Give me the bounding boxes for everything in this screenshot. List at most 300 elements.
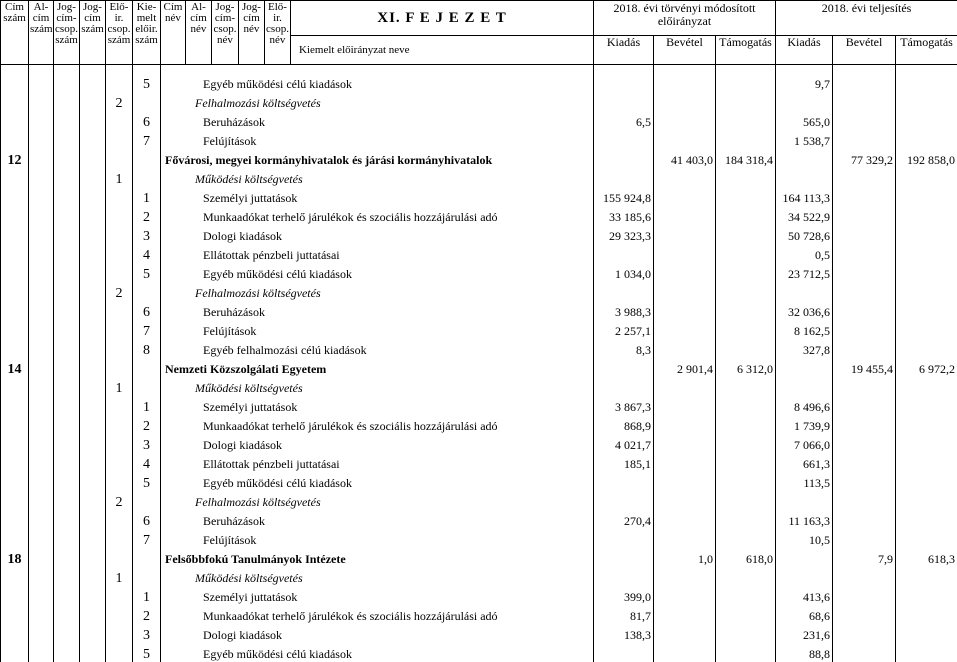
bevetel-1 [654,415,716,434]
table-row [1,510,957,529]
jogcimcsop-szam [54,491,80,510]
cim-szam [1,643,29,662]
cim-szam [1,320,29,339]
bevetel-2 [833,643,896,662]
kiadas-1 [594,130,654,149]
item-name: Személyi juttatások [161,396,594,415]
tamogatas-2 [896,73,957,92]
eloircsop-szam [106,643,133,662]
bevetel-1 [654,472,716,491]
kiadas-1: 270,4 [594,510,654,529]
kiadas-1: 3 867,3 [594,396,654,415]
bevetel-1 [654,339,716,358]
tamogatas-1 [716,339,776,358]
kiemelt-szam: 1 [133,187,161,206]
cim-szam [1,396,29,415]
tamogatas-1 [716,320,776,339]
kiadas-2: 113,5 [776,472,833,491]
kiadas-1 [594,491,654,510]
item-name: Ellátottak pénzbeli juttatásai [161,244,594,263]
kiadas-2: 1 739,9 [776,415,833,434]
eloircsop-szam [106,263,133,282]
kiemelt-szam: 3 [133,225,161,244]
jogcim-szam [80,111,106,130]
kiemelt-szam [133,92,161,111]
tamogatas-2: 192 858,0 [896,149,957,168]
table-row [1,377,957,396]
tamogatas-1 [716,529,776,548]
kiadas-2 [776,377,833,396]
eloircsop-szam [106,244,133,263]
tamogatas-1 [716,244,776,263]
cim-szam [1,339,29,358]
header-jogcim-nev: Jog-cím név [239,1,265,65]
alcim-szam [29,339,54,358]
kiadas-2 [776,282,833,301]
kiadas-2 [776,491,833,510]
cim-szam [1,624,29,643]
header-kiadas-1: Kiadás [594,36,654,65]
item-name: Beruházások [161,111,594,130]
tamogatas-1: 6 312,0 [716,358,776,377]
bevetel-1 [654,92,716,111]
eloircsop-szam [106,548,133,567]
eloircsop-szam [106,225,133,244]
tamogatas-1 [716,73,776,92]
table-row [1,434,957,453]
bevetel-1 [654,491,716,510]
kiadas-1: 8,3 [594,339,654,358]
cim-szam [1,586,29,605]
jogcimcsop-szam [54,149,80,168]
tamogatas-2 [896,282,957,301]
jogcimcsop-szam [54,111,80,130]
header-tamogatas-1: Támogatás [716,36,776,65]
item-name: Felújítások [161,130,594,149]
jogcimcsop-szam [54,624,80,643]
tamogatas-2 [896,453,957,472]
bevetel-2 [833,453,896,472]
cim-szam: 18 [1,548,29,567]
alcim-szam [29,168,54,187]
table-row [1,586,957,605]
header-group-teljesites: 2018. évi teljesítés [776,1,957,36]
header-eloircsop-nev: Elő-ir. csop. név [265,1,291,65]
bevetel-2 [833,111,896,130]
kiadas-2: 8 162,5 [776,320,833,339]
item-name: Személyi juttatások [161,586,594,605]
item-name: Egyéb működési célú kiadások [161,643,594,662]
kiadas-2 [776,548,833,567]
table-row [1,472,957,491]
kiadas-1: 155 924,8 [594,187,654,206]
tamogatas-1 [716,396,776,415]
cim-szam: 14 [1,358,29,377]
item-name: Beruházások [161,301,594,320]
cim-szam [1,244,29,263]
kiadas-2: 23 712,5 [776,263,833,282]
kiadas-2: 661,3 [776,453,833,472]
jogcim-szam [80,263,106,282]
tamogatas-1 [716,263,776,282]
bevetel-1 [654,320,716,339]
eloircsop-szam [106,472,133,491]
alcim-szam [29,320,54,339]
tamogatas-1 [716,472,776,491]
eloircsop-szam: 2 [106,92,133,111]
tamogatas-2 [896,168,957,187]
kiemelt-szam: 3 [133,624,161,643]
bevetel-1 [654,529,716,548]
tamogatas-2 [896,130,957,149]
tamogatas-2 [896,434,957,453]
bevetel-2 [833,586,896,605]
table-row [1,92,957,111]
kiemelt-szam: 4 [133,453,161,472]
item-name: Ellátottak pénzbeli juttatásai [161,453,594,472]
tamogatas-2: 6 972,2 [896,358,957,377]
tamogatas-1: 618,0 [716,548,776,567]
tamogatas-2 [896,472,957,491]
eloircsop-szam [106,206,133,225]
eloircsop-szam: 2 [106,491,133,510]
header-eloircsop-szam: Elő-ir. csop. szám [106,1,133,65]
table-row [1,415,957,434]
tamogatas-1 [716,643,776,662]
jogcim-szam [80,567,106,586]
kiadas-2: 413,6 [776,586,833,605]
tamogatas-2 [896,111,957,130]
tamogatas-2 [896,320,957,339]
jogcim-szam [80,415,106,434]
jogcim-szam [80,187,106,206]
tamogatas-1 [716,453,776,472]
eloircsop-szam: 1 [106,377,133,396]
bevetel-2 [833,529,896,548]
jogcimcsop-szam [54,643,80,662]
eloircsop-szam [106,339,133,358]
bevetel-1 [654,510,716,529]
alcim-szam [29,282,54,301]
header-kiemelt-nev: Kiemelt előirányzat neve [291,36,594,65]
kiadas-2: 10,5 [776,529,833,548]
table-row [1,529,957,548]
tamogatas-1 [716,377,776,396]
bevetel-2 [833,377,896,396]
alcim-szam [29,586,54,605]
header-kiemelt-szam: Kie-melt előir. szám [133,1,161,65]
bevetel-2 [833,263,896,282]
table-row [1,244,957,263]
kiadas-1 [594,548,654,567]
bevetel-2 [833,396,896,415]
tamogatas-2 [896,187,957,206]
bevetel-1: 1,0 [654,548,716,567]
eloircsop-szam [106,301,133,320]
alcim-szam [29,206,54,225]
alcim-szam [29,111,54,130]
header-alcim-nev: Al-cím név [186,1,212,65]
eloircsop-szam [106,396,133,415]
table-row [1,643,957,662]
kiemelt-szam: 7 [133,320,161,339]
item-name: Beruházások [161,510,594,529]
kiemelt-szam: 5 [133,643,161,662]
jogcim-szam [80,206,106,225]
cim-szam [1,529,29,548]
chapter-title: XI. F E J E Z E T [291,1,594,36]
kiemelt-szam: 2 [133,206,161,225]
jogcimcsop-szam [54,225,80,244]
header-group-eloiranyzat: 2018. évi törvényi módosított előirányzat [594,1,776,36]
bevetel-1: 41 403,0 [654,149,716,168]
kiadas-1 [594,643,654,662]
header-tamogatas-2: Támogatás [896,36,957,65]
kiadas-1: 29 323,3 [594,225,654,244]
bevetel-2 [833,168,896,187]
tamogatas-2 [896,263,957,282]
table-row [1,282,957,301]
header-bevetel-2: Bevétel [833,36,896,65]
item-name: Egyéb működési célú kiadások [161,263,594,282]
table-row [1,149,957,168]
jogcim-szam [80,320,106,339]
kiadas-1 [594,282,654,301]
tamogatas-2 [896,92,957,111]
eloircsop-szam: 1 [106,168,133,187]
eloircsop-szam [106,624,133,643]
item-name: Személyi juttatások [161,187,594,206]
tamogatas-1 [716,567,776,586]
tamogatas-2 [896,510,957,529]
kiadas-1: 868,9 [594,415,654,434]
bevetel-2 [833,491,896,510]
kiadas-1: 185,1 [594,453,654,472]
jogcimcsop-szam [54,453,80,472]
kiemelt-szam: 5 [133,263,161,282]
bevetel-2 [833,472,896,491]
tamogatas-2 [896,567,957,586]
bevetel-1 [654,225,716,244]
tamogatas-1 [716,206,776,225]
tamogatas-1 [716,434,776,453]
alcim-szam [29,301,54,320]
table-row [1,263,957,282]
bevetel-1 [654,643,716,662]
jogcimcsop-szam [54,206,80,225]
bevetel-1 [654,377,716,396]
jogcim-szam [80,301,106,320]
jogcimcsop-szam [54,529,80,548]
cim-szam [1,510,29,529]
kiadas-1 [594,244,654,263]
kiemelt-szam [133,491,161,510]
bevetel-2 [833,130,896,149]
table-row [1,301,957,320]
kiadas-1 [594,567,654,586]
kiadas-1 [594,92,654,111]
eloircsop-szam [106,453,133,472]
alcim-szam [29,130,54,149]
alcim-szam [29,510,54,529]
jogcimcsop-szam [54,377,80,396]
bevetel-2 [833,605,896,624]
eloircsop-szam [106,149,133,168]
table-row [1,358,957,377]
kiadas-1 [594,73,654,92]
table-row [1,491,957,510]
bevetel-1 [654,168,716,187]
bevetel-2 [833,282,896,301]
bevetel-2 [833,567,896,586]
tamogatas-1 [716,491,776,510]
item-name: Felhalmozási költségvetés [161,491,594,510]
tamogatas-2 [896,206,957,225]
kiemelt-szam [133,358,161,377]
tamogatas-2 [896,624,957,643]
bevetel-1 [654,396,716,415]
tamogatas-1 [716,510,776,529]
kiadas-2: 11 163,3 [776,510,833,529]
jogcim-szam [80,73,106,92]
tamogatas-2 [896,244,957,263]
jogcim-szam [80,282,106,301]
jogcim-szam [80,453,106,472]
item-name: Munkaadókat terhelő járulékok és szociális hozzájárulási adó [161,605,594,624]
jogcimcsop-szam [54,358,80,377]
alcim-szam [29,225,54,244]
kiemelt-szam [133,168,161,187]
kiadas-2: 68,6 [776,605,833,624]
bevetel-1 [654,244,716,263]
kiadas-2 [776,149,833,168]
tamogatas-1 [716,605,776,624]
header-cim-szam: Cím szám [1,1,29,65]
alcim-szam [29,548,54,567]
eloircsop-szam [106,510,133,529]
eloircsop-szam [106,605,133,624]
header-jogcimcsop-szam: Jog-cím-csop. szám [54,1,80,65]
jogcim-szam [80,643,106,662]
jogcimcsop-szam [54,567,80,586]
eloircsop-szam [106,529,133,548]
item-name: Működési költségvetés [161,377,594,396]
kiemelt-szam: 5 [133,73,161,92]
kiadas-2: 231,6 [776,624,833,643]
header-cim-nev: Cím név [161,1,186,65]
kiemelt-szam [133,548,161,567]
cim-szam [1,282,29,301]
tamogatas-1 [716,130,776,149]
bevetel-2 [833,339,896,358]
table-row [1,225,957,244]
tamogatas-1 [716,168,776,187]
tamogatas-1 [716,225,776,244]
item-name: Egyéb működési célú kiadások [161,73,594,92]
kiemelt-szam: 2 [133,415,161,434]
eloircsop-szam [106,111,133,130]
kiadas-2: 327,8 [776,339,833,358]
jogcim-szam [80,358,106,377]
bevetel-1 [654,187,716,206]
kiemelt-szam: 7 [133,130,161,149]
item-name: Egyéb felhalmozási célú kiadások [161,339,594,358]
jogcimcsop-szam [54,548,80,567]
kiadas-1: 3 988,3 [594,301,654,320]
cim-szam [1,168,29,187]
jogcim-szam [80,548,106,567]
kiadas-1 [594,149,654,168]
tamogatas-1 [716,415,776,434]
bevetel-2 [833,301,896,320]
jogcimcsop-szam [54,282,80,301]
spacer-row [1,65,957,74]
alcim-szam [29,529,54,548]
item-name: Egyéb működési célú kiadások [161,472,594,491]
item-name: Dologi kiadások [161,225,594,244]
kiemelt-szam: 6 [133,301,161,320]
bevetel-1 [654,605,716,624]
jogcimcsop-szam [54,168,80,187]
kiadas-1: 33 185,6 [594,206,654,225]
bevetel-1 [654,282,716,301]
jogcimcsop-szam [54,92,80,111]
tamogatas-1 [716,92,776,111]
item-name: Nemzeti Közszolgálati Egyetem [161,358,594,377]
bevetel-2 [833,92,896,111]
kiadas-1 [594,358,654,377]
tamogatas-2 [896,586,957,605]
bevetel-2 [833,320,896,339]
jogcim-szam [80,586,106,605]
jogcimcsop-szam [54,187,80,206]
bevetel-1 [654,130,716,149]
alcim-szam [29,624,54,643]
cim-szam [1,263,29,282]
tamogatas-1 [716,282,776,301]
kiemelt-szam: 1 [133,586,161,605]
cim-szam [1,415,29,434]
table-row [1,396,957,415]
kiemelt-szam [133,149,161,168]
bevetel-1 [654,453,716,472]
kiadas-2: 34 522,9 [776,206,833,225]
eloircsop-szam [106,586,133,605]
cim-szam [1,187,29,206]
cim-szam [1,567,29,586]
eloircsop-szam: 1 [106,567,133,586]
eloircsop-szam [106,73,133,92]
jogcimcsop-szam [54,472,80,491]
cim-szam [1,92,29,111]
bevetel-2: 7,9 [833,548,896,567]
bevetel-1 [654,567,716,586]
kiemelt-szam [133,567,161,586]
kiadas-2: 88,8 [776,643,833,662]
tamogatas-2 [896,339,957,358]
tamogatas-2 [896,491,957,510]
eloircsop-szam [106,434,133,453]
kiadas-2: 0,5 [776,244,833,263]
item-name: Felújítások [161,320,594,339]
cim-szam [1,73,29,92]
jogcimcsop-szam [54,415,80,434]
table-row [1,187,957,206]
kiadas-2 [776,168,833,187]
jogcim-szam [80,244,106,263]
jogcimcsop-szam [54,320,80,339]
tamogatas-2: 618,3 [896,548,957,567]
